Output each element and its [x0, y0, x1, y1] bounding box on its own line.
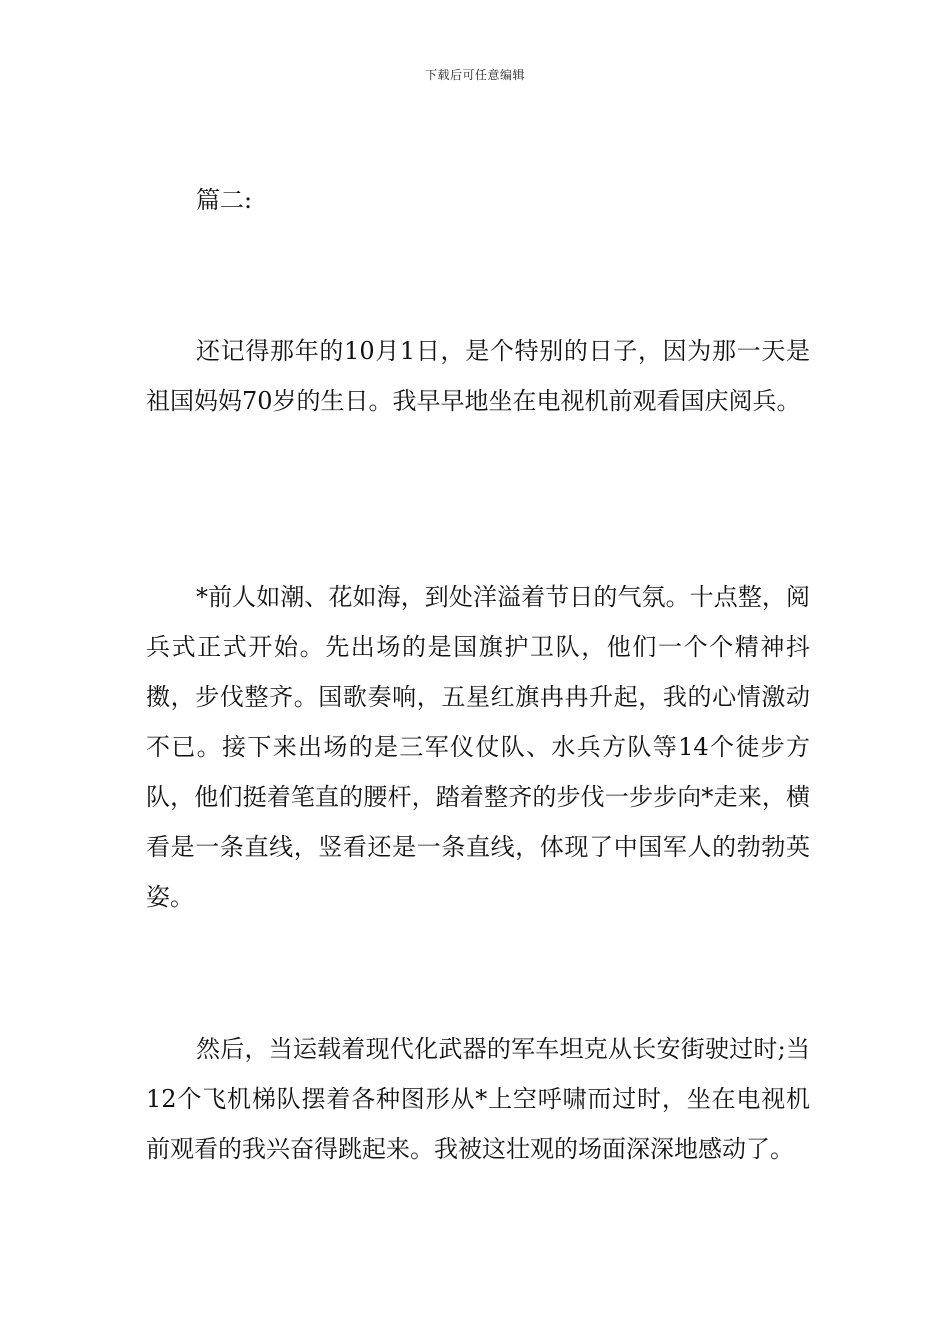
paragraph-1: 还记得那年的10月1日，是个特别的日子，因为那一天是祖国妈妈70岁的生日。我早早地坐在电视机前观看国庆阅兵。	[146, 337, 810, 415]
header-note: 下载后可任意编辑	[424, 68, 525, 82]
section-heading: 篇二:	[196, 186, 253, 214]
paragraph-3: 然后，当运载着现代化武器的军车坦克从长安街驶过时;当12个飞机梯队摆着各种图形从*上空呼啸而过时，坐在电视机前观看的我兴奋得跳起来。我被这壮观的场面深深地感动了。	[146, 1035, 810, 1163]
paragraph-2: *前人如潮、花如海，到处洋溢着节日的气氛。十点整，阅兵式正式开始。先出场的是国旗护卫队，他们一个个精神抖擞，步伐整齐。国歌奏响，五星红旗冉冉升起，我的心情激动不已。接下来出场的是三军仪仗队、水兵方队等14个徒步方队，他们挺着笔直的腰杆，踏着整齐的步伐一步步向*走来，横看是一条直线，竖看还是一条直线，体现了中国军人的勃勃英姿。	[146, 583, 810, 911]
